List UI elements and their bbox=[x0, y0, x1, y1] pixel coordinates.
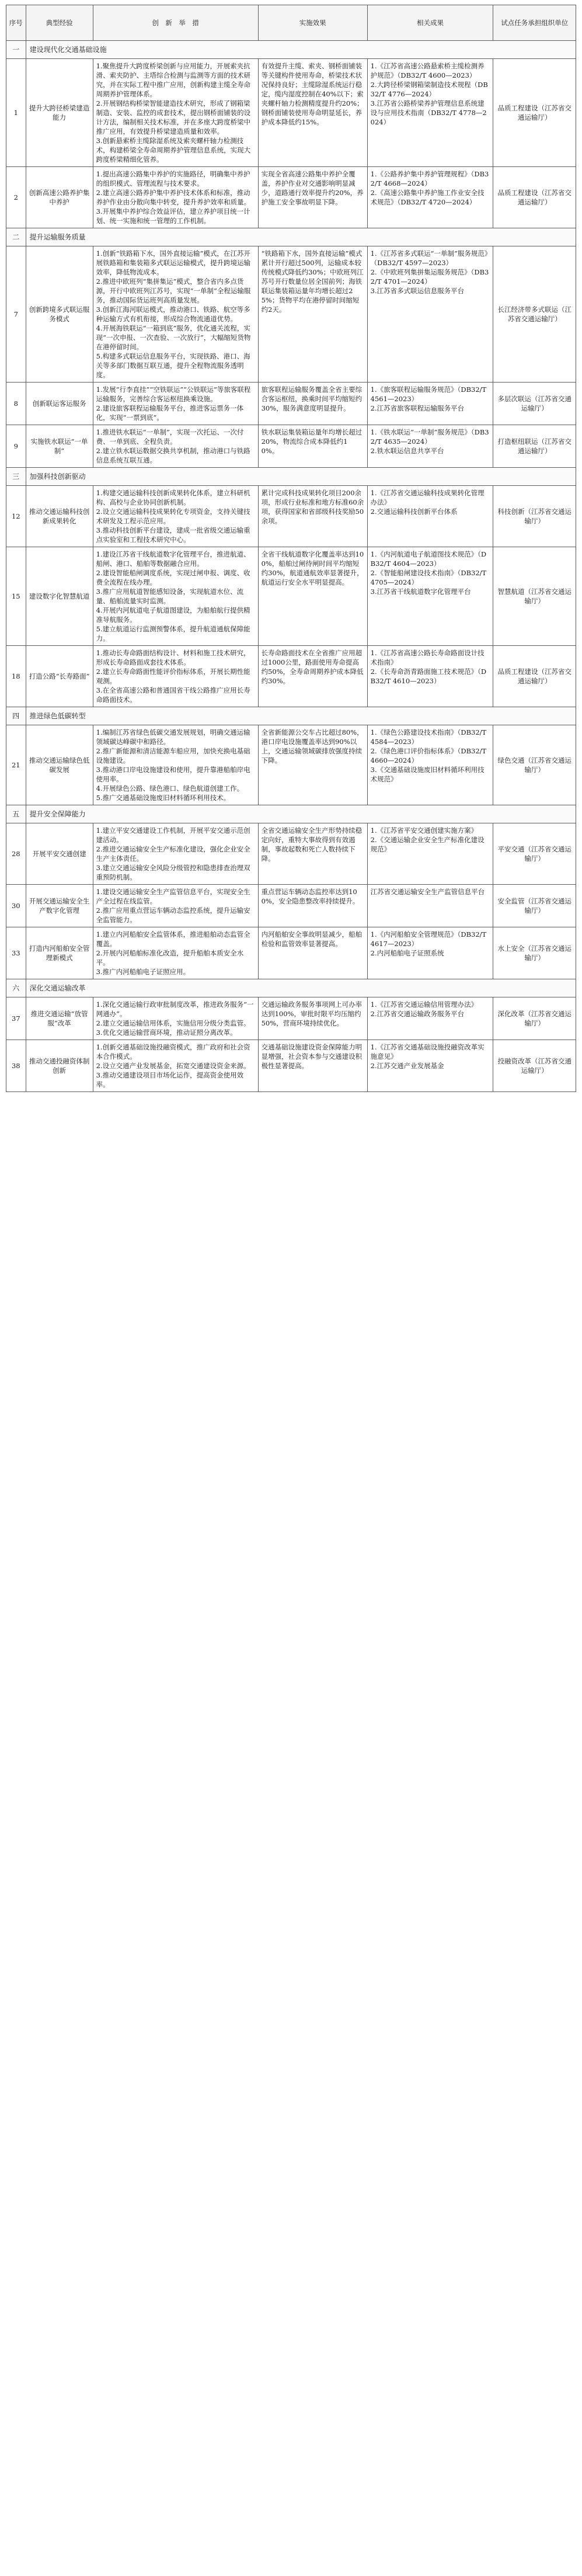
pilot-unit: 品质工程建设（江苏省交通运输厅） bbox=[493, 59, 576, 167]
pilot-experience-table bbox=[6, 5, 576, 1092]
header-measure: 创 新 举 措 bbox=[93, 5, 258, 41]
typical-experience: 提升大跨径桥梁建造能力 bbox=[26, 59, 93, 167]
innovation-measures: 1.聚焦提升大跨度桥梁创新与应用能力，开展索夹抗滑、索夹防护、主塔综合检测与监测等方面的技术研究，并在实际工程中推广应用，创新构建主缆全寿命周期养护管理体系。 2.开展钢结构桥梁智能建造技术研究，形成了钢箱梁制造、安装、监控的成套技术，提出钢桥面铺装的设计方法，编制相关技术标准，并在多座大跨度桥梁中推广应用，有效提升桥梁建造质量和效率。 3.创新悬索桥主缆除湿系统及索夹螺杆轴力检测技术，构建桥梁全寿命周期养护管理信息系统，实现大跨度桥梁精细化管养。 bbox=[93, 59, 258, 167]
typical-experience: 打造公路“长寿路面” bbox=[26, 646, 93, 707]
implementation-effect: 实现全省高速公路集中养护全覆盖，养护作业对交通影响明显减少，道路通行效率提升约20%，养护施工安全事故明显下降。 bbox=[258, 167, 367, 228]
implementation-effect: 全省干线航道数字化覆盖率达到100%，船舶过闸待闸时间平均缩短约30%，航道通航效率显著提升，航道运行安全水平明显提高。 bbox=[258, 547, 367, 646]
policy-table-page bbox=[6, 5, 576, 1092]
implementation-effect: 内河船舶安全事故明显减少，船舶检验和监管效率显著提高。 bbox=[258, 927, 367, 979]
pilot-unit: 投融资改革（江苏省交通运输厅） bbox=[493, 1040, 576, 1092]
section-title: 推进绿色低碳转型 bbox=[26, 707, 576, 725]
pilot-unit: 长江经济带多式联运（江苏省交通运输厅） bbox=[493, 246, 576, 383]
row-number: 7 bbox=[6, 246, 26, 383]
row-number: 33 bbox=[6, 927, 26, 979]
table-row bbox=[6, 997, 576, 1040]
table-header-row bbox=[6, 5, 576, 41]
section-row bbox=[6, 468, 576, 486]
pilot-unit: 品质工程建设（江苏省交通运输厅） bbox=[493, 167, 576, 228]
implementation-effect: “铁路箱下水，国外直接运输”模式累计开行超过500列，运输成本较传统模式降低约30%；中欧班列江苏号开行数量位居全国前列；海铁联运集装箱运量年均增长超过25%；货物平均在港停留时间缩短约2天。 bbox=[258, 246, 367, 383]
related-results: 1.《江苏省多式联运“一单制”服务规范》（DB32/T 4597—2023） 2.《中欧班列集拼集运服务规范》（DB32/T 4701—2024） 3.江苏省多式联运信息服务平台 bbox=[367, 246, 493, 383]
table-row bbox=[6, 927, 576, 979]
implementation-effect: 交通基础设施建设资金保障能力明显增强，社会资本参与交通建设积极性显著提高。 bbox=[258, 1040, 367, 1092]
table-row bbox=[6, 885, 576, 927]
pilot-unit: 多层次联运（江苏省交通运输厅） bbox=[493, 383, 576, 425]
section-title: 建设现代化交通基础设施 bbox=[26, 41, 576, 59]
related-results: 1.《旅客联程运输服务规范》（DB32/T 4561—2023） 2.江苏省旅客联程运输服务平台 bbox=[367, 383, 493, 425]
typical-experience: 开展交通运输安全生产数字化管理 bbox=[26, 885, 93, 927]
section-number: 四 bbox=[6, 707, 26, 725]
related-results: 1.《江苏省平安交通创建实施方案》 2.《交通运输企业安全生产标准化建设规范》 bbox=[367, 823, 493, 885]
implementation-effect: 全省交通运输安全生产形势持续稳定向好，重特大事故得到有效遏制，事故起数和死亡人数持续下降。 bbox=[258, 823, 367, 885]
related-results: 1.《江苏省高速公路长寿命路面设计技术指南》 2.《长寿命沥青路面施工技术规范》（DB32/T 4610—2023） bbox=[367, 646, 493, 707]
related-results: 1.《江苏省交通基础设施投融资改革实施意见》 2.江苏交通产业发展基金 bbox=[367, 1040, 493, 1092]
related-results: 1.《江苏省高速公路悬索桥主缆检测养护规范》（DB32/T 4600—2023） 2.大跨径桥梁钢箱梁制造技术规程（DB32/T 4776—2024） 3.江苏省公路桥梁养护管理信息系统建设与应用技术指南（DB32/T 4778—2024） bbox=[367, 59, 493, 167]
related-results: 1.《铁水联运“一单制”服务规范》（DB32/T 4635—2024） 2.铁水联运信息共享平台 bbox=[367, 425, 493, 468]
innovation-measures: 1.发展“行李直挂”“空铁联运”“公铁联运”等旅客联程运输服务，完善综合客运枢纽换乘设施。 2.建设旅客联程运输服务平台，推进客运票务一体化，实现“一票到底”。 bbox=[93, 383, 258, 425]
innovation-measures: 1.编制江苏省绿色低碳交通发展规划，明确交通运输领域碳达峰碳中和路径。 2.推广新能源和清洁能源车船应用，加快充换电基础设施建设。 3.推动港口岸电设施建设和使用，提升靠港船舶岸电使用率。 4.开展绿色公路、绿色港口、绿色航道创建工作。 5.推广交通基础设施废旧材料循环利用技术。 bbox=[93, 725, 258, 805]
typical-experience: 建设数字化智慧航道 bbox=[26, 547, 93, 646]
innovation-measures: 1.建立内河船舶安全监管体系，推进船舶动态监管全覆盖。 2.开展内河船舶标准化改造，提升船舶本质安全水平。 3.推广内河船舶电子证照应用。 bbox=[93, 927, 258, 979]
typical-experience: 打造内河船舶安全管理新模式 bbox=[26, 927, 93, 979]
related-results: 1.《绿色公路建设技术指南》（DB32/T 4584—2023） 2.《绿色港口评价指标体系》（DB32/T 4660—2024） 3.《交通基础设施废旧材料循环利用技术规范》 bbox=[367, 725, 493, 805]
row-number: 30 bbox=[6, 885, 26, 927]
implementation-effect: 累计完成科技成果转化项目200余项，形成行业标准和地方标准60余项，获得国家和省部级科技奖励50余项。 bbox=[258, 486, 367, 547]
table-row bbox=[6, 167, 576, 228]
innovation-measures: 1.推进铁水联运“一单制”，实现一次托运、一次付费、一单到底、全程负责。 2.建立铁水联运数据交换共享机制，推动港口与铁路信息系统互联互通。 bbox=[93, 425, 258, 468]
pilot-unit: 绿色交通（江苏省交通运输厅） bbox=[493, 725, 576, 805]
row-number: 12 bbox=[6, 486, 26, 547]
row-number: 15 bbox=[6, 547, 26, 646]
typical-experience: 创新高速公路养护集中养护 bbox=[26, 167, 93, 228]
pilot-unit: 打造枢纽联运（江苏省交通运输厅） bbox=[493, 425, 576, 468]
table-row bbox=[6, 823, 576, 885]
implementation-effect: 有效提升主缆、索夹、钢桥面铺装等关键构件使用寿命，桥梁技术状况保持良好；主缆除湿系统运行稳定，缆内湿度控制在40%以下；索夹螺杆轴力检测精度提升约20%；钢桥面铺装使用寿命明显延长，养护成本降低约15%。 bbox=[258, 59, 367, 167]
innovation-measures: 1.推动长寿命路面结构设计、材料和施工技术研究，形成长寿命路面成套技术体系。 2.建立长寿命路面性能评价指标体系，开展长期性能观测。 3.在全省高速公路和普通国省干线公路推广应用长寿命路面技术。 bbox=[93, 646, 258, 707]
related-results: 1.《公路养护集中养护管理规程》（DB32/T 4668—2024） 2.《高速公路集中养护施工作业安全技术规范》（DB32/T 4720—2024） bbox=[367, 167, 493, 228]
row-number: 18 bbox=[6, 646, 26, 707]
table-row bbox=[6, 383, 576, 425]
section-title: 深化交通运输改革 bbox=[26, 979, 576, 997]
header-case: 典型经验 bbox=[26, 5, 93, 41]
row-number: 37 bbox=[6, 997, 26, 1040]
section-title: 加强科技创新驱动 bbox=[26, 468, 576, 486]
row-number: 1 bbox=[6, 59, 26, 167]
typical-experience: 推动交通投融资体制创新 bbox=[26, 1040, 93, 1092]
section-number: 五 bbox=[6, 805, 26, 823]
header-unit: 试点任务承担组织单位 bbox=[493, 5, 576, 41]
related-results: 江苏省交通运输安全生产监管信息平台 bbox=[367, 885, 493, 927]
pilot-unit: 深化改革（江苏省交通运输厅） bbox=[493, 997, 576, 1040]
implementation-effect: 全省新能源公交车占比超过80%，港口岸电设施覆盖率达到90%以上，交通运输领域碳排放强度持续下降。 bbox=[258, 725, 367, 805]
pilot-unit: 智慧航道（江苏省交通运输厅） bbox=[493, 547, 576, 646]
implementation-effect: 交通运输政务服务事项网上可办率达到100%，审批时限平均压缩约50%，营商环境持续优化。 bbox=[258, 997, 367, 1040]
implementation-effect: 长寿命路面技术在全省推广应用超过1000公里，路面使用寿命提高约50%，全寿命周期养护成本降低约30%。 bbox=[258, 646, 367, 707]
related-results: 1.《江苏省交通运输科技成果转化管理办法》 2.交通运输科技创新平台体系 bbox=[367, 486, 493, 547]
implementation-effect: 旅客联程运输服务覆盖全省主要综合客运枢纽，换乘时间平均缩短约30%，服务满意度明显提升。 bbox=[258, 383, 367, 425]
table-row bbox=[6, 725, 576, 805]
typical-experience: 推动交通运输绿色低碳发展 bbox=[26, 725, 93, 805]
header-result: 相关成果 bbox=[367, 5, 493, 41]
section-row bbox=[6, 707, 576, 725]
typical-experience: 推动交通运输科技创新成果转化 bbox=[26, 486, 93, 547]
innovation-measures: 1.构建交通运输科技创新成果转化体系，建立科研机构、高校与企业协同创新机制。 2.设立交通运输科技成果转化专项资金，支持关键技术研发及工程示范应用。 3.推动科技创新平台建设，建成一批省级交通运输重点实验室和工程技术研究中心。 bbox=[93, 486, 258, 547]
table-row bbox=[6, 246, 576, 383]
table-row bbox=[6, 425, 576, 468]
table-row bbox=[6, 59, 576, 167]
innovation-measures: 1.深化交通运输行政审批制度改革，推进政务服务“一网通办”。 2.建立交通运输信用体系，实施信用分级分类监管。 3.优化交通运输营商环境，推动证照分离改革。 bbox=[93, 997, 258, 1040]
section-row bbox=[6, 805, 576, 823]
section-title: 提升安全保障能力 bbox=[26, 805, 576, 823]
implementation-effect: 重点营运车辆动态监控率达到100%，安全隐患整改率持续提升。 bbox=[258, 885, 367, 927]
section-row bbox=[6, 979, 576, 997]
related-results: 1.《内河航道电子航道图技术规范》（DB32/T 4604—2023） 2.《智能船闸建设技术指南》（DB32/T 4705—2024） 3.江苏省干线航道数字化管理平台 bbox=[367, 547, 493, 646]
row-number: 8 bbox=[6, 383, 26, 425]
section-row bbox=[6, 41, 576, 59]
implementation-effect: 铁水联运集装箱运量年均增长超过20%，物流综合成本降低约10%。 bbox=[258, 425, 367, 468]
section-number: 二 bbox=[6, 228, 26, 246]
typical-experience: 创新联运客运服务 bbox=[26, 383, 93, 425]
related-results: 1.《内河船舶安全管理规范》（DB32/T 4617—2023） 2.内河船舶电子证照系统 bbox=[367, 927, 493, 979]
header-no: 序号 bbox=[6, 5, 26, 41]
innovation-measures: 1.提出高速公路集中养护的实施路径，明确集中养护的组织模式、管理流程与技术要求。 2.建立高速公路养护集中养护技术体系和标准，推动养护作业由分散向集中转变，提升养护效率和质量。 3.开展集中养护综合效益评估，建立养护项目统一计划、统一实施和统一管理的工作机制。 bbox=[93, 167, 258, 228]
row-number: 2 bbox=[6, 167, 26, 228]
table-row bbox=[6, 486, 576, 547]
table-row bbox=[6, 1040, 576, 1092]
section-number: 一 bbox=[6, 41, 26, 59]
row-number: 21 bbox=[6, 725, 26, 805]
innovation-measures: 1.创新“铁路箱下水，国外直接运输”模式，在江苏开展铁路箱和集装箱多式联运运输模式，提升跨境运输效率，降低物流成本。 2.推进中欧班列“集拼集运”模式，整合省内多点货源，开行中欧班列江苏号，实现“一单制”全程运输服务，推动国际货运班列高质量发展。 3.创新江海河联运模式，推动港口、铁路、航空等多种运输方式有机衔接，形成综合物流通道优势。 4.开展海铁联运“一箱到底”服务，优化通关流程，实现“一次申报、一次查验、一次放行”，大幅缩短货物在港停留时间。 5.构建多式联运信息服务平台，实现铁路、港口、海关等多部门数据互联互通，提升全程物流服务透明度。 bbox=[93, 246, 258, 383]
section-number: 六 bbox=[6, 979, 26, 997]
section-row bbox=[6, 228, 576, 246]
table-row bbox=[6, 646, 576, 707]
innovation-measures: 1.创新交通基础设施投融资模式，推广政府和社会资本合作模式。 2.设立交通产业发展基金，拓宽交通建设资金来源。 3.推动交通建设项目市场化运作，提高资金使用效率。 bbox=[93, 1040, 258, 1092]
typical-experience: 实施铁水联运“一单制” bbox=[26, 425, 93, 468]
pilot-unit: 品质工程建设（江苏省交通运输厅） bbox=[493, 646, 576, 707]
pilot-unit: 平安交通（江苏省交通运输厅） bbox=[493, 823, 576, 885]
innovation-measures: 1.建设江苏省干线航道数字化管理平台，推进航道、船闸、港口、船舶等数据融合应用。 2.建设智能船闸调度系统，实现过闸申报、调度、收费全流程在线办理。 3.推广应用航道智能感知设备，实现航道水位、流量、船舶流量实时监测。 4.开展内河航道电子航道图建设，为船舶航行提供精准导航服务。 5.建立航道运行监测预警体系，提升航道通航保障能力。 bbox=[93, 547, 258, 646]
section-title: 提升运输服务质量 bbox=[26, 228, 576, 246]
row-number: 28 bbox=[6, 823, 26, 885]
innovation-measures: 1.建立平安交通建设工作机制，开展平安交通示范创建活动。 2.推进交通运输安全生产标准化建设，强化企业安全生产主体责任。 3.建立交通运输安全风险分级管控和隐患排查治理双重预防机制。 bbox=[93, 823, 258, 885]
row-number: 38 bbox=[6, 1040, 26, 1092]
pilot-unit: 安全监管（江苏省交通运输厅） bbox=[493, 885, 576, 927]
typical-experience: 开展平安交通创建 bbox=[26, 823, 93, 885]
typical-experience: 推进交通运输“放管服”改革 bbox=[26, 997, 93, 1040]
section-number: 三 bbox=[6, 468, 26, 486]
innovation-measures: 1.建设交通运输安全生产监管信息平台，实现安全生产全过程在线监管。 2.推广应用重点营运车辆动态监控系统，提升运输安全监管能力。 bbox=[93, 885, 258, 927]
table-row bbox=[6, 547, 576, 646]
pilot-unit: 科技创新（江苏省交通运输厅） bbox=[493, 486, 576, 547]
related-results: 1.《江苏省交通运输信用管理办法》 2.江苏省交通运输政务服务平台 bbox=[367, 997, 493, 1040]
row-number: 9 bbox=[6, 425, 26, 468]
typical-experience: 创新跨境多式联运服务模式 bbox=[26, 246, 93, 383]
table-body bbox=[6, 41, 576, 1092]
pilot-unit: 水上安全（江苏省交通运输厅） bbox=[493, 927, 576, 979]
header-effect: 实施效果 bbox=[258, 5, 367, 41]
